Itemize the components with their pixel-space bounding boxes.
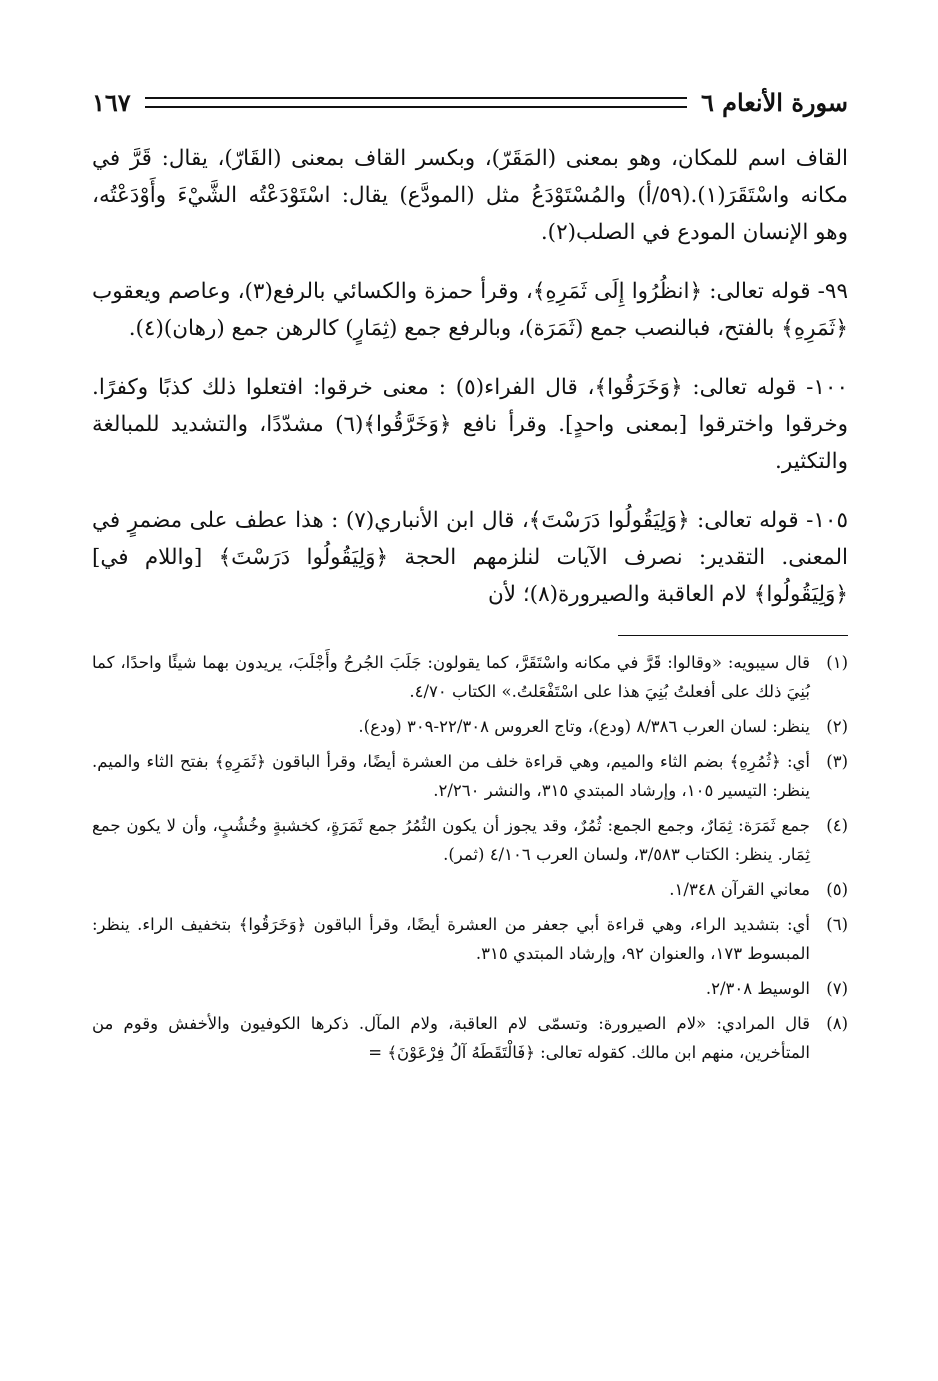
footnote-text: معاني القرآن ١/٣٤٨.: [669, 880, 810, 899]
footnote-text: الوسيط ٢/٣٠٨.: [705, 979, 810, 998]
book-page: [92, 84, 848, 1073]
footnote-number: (٧): [826, 979, 848, 998]
footnote-text: أي: بتشديد الراء، وهي قراءة أبي جعفر من العشرة أيضًا، وقرأ الباقون ﴿وَخَرَقُوا﴾ بتخفيف الراء. ينظر: المبسوط ١٧٣، والعنوان ٩٢، وإرشاد المبتدي ٣١٥.: [92, 915, 810, 963]
footnote-text: جمع ثَمَرَة: ثِمَارٌ، وجمع الجمع: ثُمُرٌ، وقد يجوز أن يكون الثُمُرُ جمع ثَمَرَةٍ، كخشبةٍ وخُشُبٍ، وأن لا يكون جمع ثِمَار. ينظر: الكتاب ٣/٥٨٣، ولسان العرب ٤/١٠٦ (ثمر).: [92, 816, 810, 864]
paragraph: ٩٩- قوله تعالى: ﴿انظُرُوا إِلَى ثَمَرِهِ﴾، وقرأ حمزة والكسائي بالرفع(٣)، وعاصم ويعقوب ﴿ثَمَرِهِ﴾ بالفتح، فبالنصب جمع (ثَمَرَة)، وبالرفع جمع (ثِمَارٍ) كالرهن جمع (رهان)(٤).: [92, 279, 848, 341]
paragraph: ١٠٠- قوله تعالى: ﴿وَخَرَقُوا﴾، قال الفراء(٥) : معنى خرقوا: افتعلوا ذلك كذبًا وكفرًا. وخرقوا واخترقوا [بمعنى واحدٍ]. وقرأ نافع ﴿وَخَرَّقُوا﴾(٦) مشدّدًا، والتشديد للمبالغة والتكثير.: [92, 375, 849, 474]
footnote-number: (٤): [826, 816, 848, 835]
footnote-text: قال المرادي: «لام الصيرورة: وتسمّى لام العاقبة، ولام المآل. ذكرها الكوفيون والأخفش وقوم من المتأخرين، منهم ابن مالك. كقوله تعالى: ﴿فَالْتَقَطَهُ آلُ فِرْعَوْنَ﴾ =: [92, 1014, 810, 1062]
footnote-number: (٨): [826, 1014, 848, 1033]
page-number: ١٦٧: [92, 87, 131, 117]
footnote: [92, 747, 848, 805]
footnote-number: (٢): [826, 717, 848, 736]
footnote: [92, 1009, 848, 1067]
footnote-text: قال سيبويه: «وقالوا: قَرَّ في مكانه واسْتَقَرَّ، كما يقولون: جَلَبَ الجُرحُ وأَجْلَبَ، يريدون بهما شيئًا واحدًا، كما بُنِيَ ذلك على أفعلتُ بُنِيَ هذا على اسْتَفْعَلتُ.» الكتاب ٤/٧٠.: [92, 653, 810, 701]
footnote: [92, 712, 848, 741]
footnote-number: (٣): [826, 752, 848, 771]
footnote: [92, 648, 848, 706]
footnote-number: (٥): [826, 880, 848, 899]
footnote: [92, 811, 848, 869]
paragraph: القاف اسم للمكان، وهو بمعنى (المَقَرّ)، وبكسر القاف بمعنى (القَارّ)، يقال: قَرَّ في مكانه واسْتَقَرَ(١).(٥٩/أ) والمُسْتَوْدَعُ مثل (المودَّع) يقال: اسْتَوْدَعْتُه الشَّيْءَ وأَوْدَعْتُه، وهو الإنسان المودع في الصلب(٢).: [92, 146, 848, 245]
surah-title: سورة الأنعام ٦: [700, 87, 848, 117]
footnote-number: (١): [826, 653, 848, 672]
main-text: [92, 140, 848, 613]
footnote: [92, 974, 848, 1003]
running-header: [92, 84, 848, 120]
footnote: [92, 910, 848, 968]
footnote: [92, 875, 848, 904]
footnote-number: (٦): [826, 915, 848, 934]
footnote-text: ينظر: لسان العرب ٨/٣٨٦ (ودع)، وتاج العروس ٢٢/٣٠٨-٣٠٩ (ودع).: [358, 717, 810, 736]
footnotes: [92, 648, 848, 1067]
footnote-separator: [618, 635, 848, 636]
header-double-rule: [145, 97, 687, 108]
footnote-text: أي: ﴿ثُمُرِهِ﴾ بضم الثاء والميم، وهي قراءة خلف من العشرة أيضًا، وقرأ الباقون ﴿ثَمَرِهِ﴾ بفتح الثاء والميم. ينظر: التيسير ١٠٥، وإرشاد المبتدي ٣١٥، والنشر ٢/٢٦٠.: [92, 752, 810, 800]
paragraph: ١٠٥- قوله تعالى: ﴿وَلِيَقُولُوا دَرَسْتَ﴾، قال ابن الأنباري(٧) : هذا عطف على مضمرٍ في المعنى. التقدير: نصرف الآيات لنلزمهم الحجة ﴿وَلِيَقُولُوا دَرَسْتَ﴾ [واللام في] ﴿وَلِيَقُولُوا﴾ لام العاقبة والصيرورة(٨)؛ لأن: [92, 508, 848, 607]
